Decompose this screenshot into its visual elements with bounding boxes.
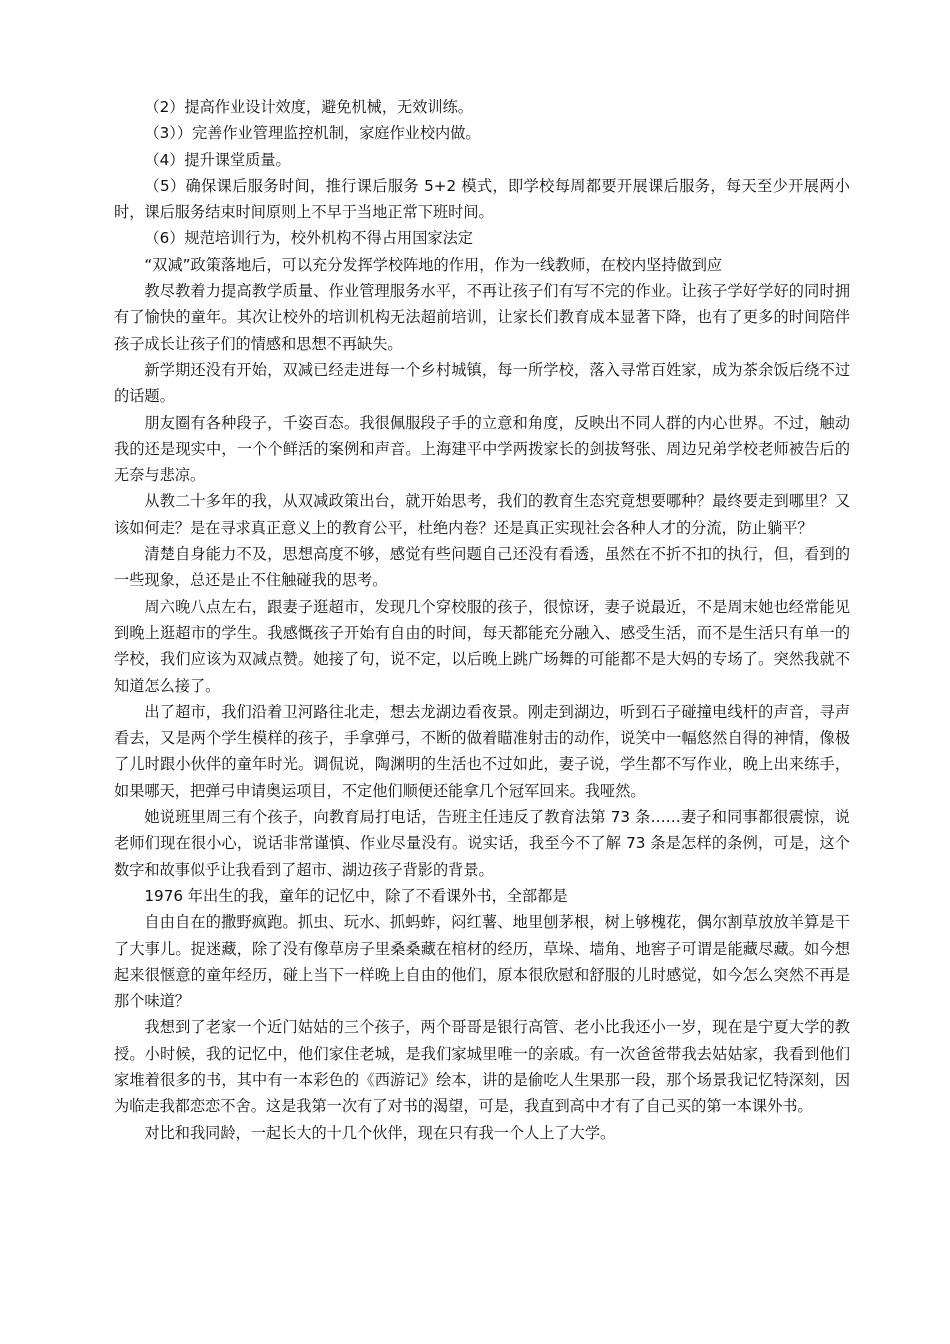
paragraph-17: 我想到了老家一个近门姑姑的三个孩子，两个哥哥是银行高管、老小比我还小一岁，现在是宁夏大学的教授。小时候，我的记忆中，他们家住老城，是我们家城里唯一的亲戚。有一次爸爸带我去姑姑家，我看到他们家堆着很多的书，其中有一本彩色的《西游记》绘本，讲的是偷吃人生果那一段，那个场景我记忆特深刻，因为临走我都恋恋不舍。这是我第一次有了对书的渴望，可是，我直到高中才有了自己买的第一本课外书。 [114, 1018, 850, 1116]
paragraph-8: 新学期还没有开始，双减已经走进每一个乡村城镇，每一所学校，落入寻常百姓家，成为茶余饭后绕不过的话题。 [114, 360, 850, 406]
document-body [114, 94, 850, 1146]
paragraph-6: “双减”政策落地后，可以充分发挥学校阵地的作用，作为一线教师，在校内坚持做到应 [144, 255, 723, 274]
paragraph-14: 她说班里周三有个孩子，向教育局打电话，告班主任违反了教育法第 73 条……妻子和同事都很震惊，说老师们现在很小心，说话非常谨慎、作业尽量没有。说实话，我至今不了解 73 条是怎样的条例，可是，这个数字和故事似乎让我看到了超市、湖边孩子背影的背景。 [114, 808, 850, 879]
paragraph-18: 对比和我同龄，一起长大的十几个伙伴，现在只有我一个人上了大学。 [144, 1123, 616, 1142]
paragraph-7: 教尽教着力提高教学质量、作业管理服务水平，不再让孩子们有写不完的作业。让孩子学好学好的同时拥有了愉快的童年。其次让校外的培训机构无法超前培训，让家长们教育成本显著下降，也有了更多的时间陪伴孩子成长让孩子们的情感和思想不再缺失。 [114, 282, 850, 353]
paragraph-1: （2）提高作业设计效度，避免机械，无效训练。 [144, 98, 473, 116]
paragraph-11: 清楚自身能力不及，思想高度不够，感觉有些问题自己还没有看透，虽然在不折不扣的执行，但，看到的一些现象，总还是止不住触碰我的思考。 [114, 545, 850, 590]
paragraph-12: 周六晚八点左右，跟妻子逛超市，发现几个穿校服的孩子，很惊讶，妻子说最近，不是周末她也经常能见到晚上逛超市的学生。我感慨孩子开始有自由的时间，每天都能充分融入、感受生活，而不是生活只有单一的学校，我们应该为双减点赞。她接了句，说不定，以后晚上跳广场舞的可能都不是大妈的专场了。突然我就不知道怎么接了。 [114, 597, 850, 695]
paragraph-4: （5）确保课后服务时间，推行课后服务 5+2 模式，即学校每周都要开展课后服务，每天至少开展两小时，课后服务结束时间原则上不早于当地正常下班时间。 [114, 176, 850, 222]
paragraph-9: 朋友圈有各种段子，千姿百态。我很佩服段子手的立意和角度，反映出不同人群的内心世界。不过，触动我的还是现实中，一个个鲜活的案例和声音。上海建平中学两拨家长的剑拔弩张、周边兄弟学校老师被告后的无奈与悲凉。 [114, 413, 850, 485]
paragraph-10: 从教二十多年的我，从双减政策出台，就开始思考，我们的教育生态究竟想要哪种？最终要走到哪里？又该如何走？是在寻求真正意义上的教育公平，杜绝内卷？还是真正实现社会各种人才的分流，防止躺平？ [114, 492, 850, 537]
paragraph-2: （3））完善作业管理监控机制，家庭作业校内做。 [144, 124, 481, 143]
paragraph-5: （6）规范培训行为，校外机构不得占用国家法定 [144, 229, 473, 248]
paragraph-15: 1976 年出生的我，童年的记忆中，除了不看课外书，全部都是 [144, 886, 568, 905]
paragraph-13: 出了超市，我们沿着卫河路往北走，想去龙湖边看夜景。刚走到湖边，听到石子碰撞电线杆的声音，寻声看去，又是两个学生模样的孩子，手拿弹弓，不断的做着瞄准射击的动作，说笑中一幅悠然自得的神情，像极了儿时跟小伙伴的童年时光。调侃说，陶渊明的生活也不过如此，妻子说，学生都不写作业，晚上出来练手，如果哪天，把弹弓申请奥运项目，不定他们顺便还能拿几个冠军回来。我哑然。 [114, 702, 850, 800]
paragraph-16: 自由自在的撒野疯跑。抓虫、玩水、抓蚂蚱，闷红薯、地里刨茅根，树上够槐花，偶尔割草放放羊算是干了大事儿。捉迷藏，除了没有像草房子里桑桑藏在棺材的经历，草垛、墙角、地窖子可谓是能藏尽藏。如今想起来很惬意的童年经历，碰上当下一样晚上自由的他们，原本很欣慰和舒服的儿时感觉，如今怎么突然不再是那个味道？ [114, 913, 850, 1011]
paragraph-3: （4）提升课堂质量。 [144, 150, 291, 169]
